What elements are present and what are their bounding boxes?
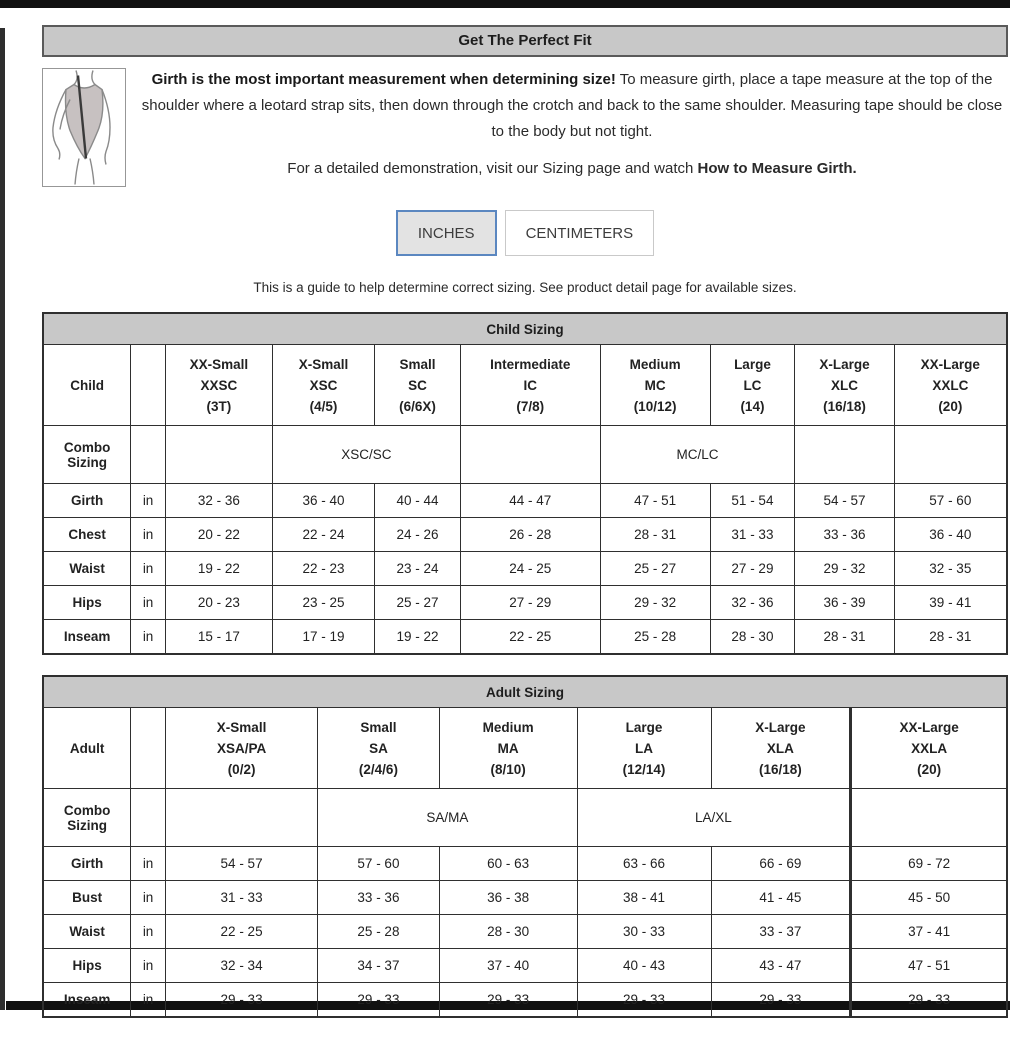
size-name: X-Large <box>755 719 806 735</box>
child-chest-value-4: 28 - 31 <box>600 518 710 552</box>
size-name: XX-Large <box>920 356 980 372</box>
child-chest-value-7: 36 - 40 <box>894 518 1007 552</box>
adult-girth-unit: in <box>131 847 166 881</box>
child-hips-value-6: 36 - 39 <box>795 586 894 620</box>
adult-inseam-unit: in <box>131 983 166 1018</box>
adult-waist-value-5: 37 - 41 <box>851 915 1007 949</box>
adult-bust-unit: in <box>131 881 166 915</box>
child-sizing-table <box>42 312 1008 655</box>
child-hips-value-0: 20 - 23 <box>165 586 272 620</box>
adult-girth-row-label: Girth <box>43 847 131 881</box>
child-girth-row-label: Girth <box>43 484 131 518</box>
size-name: Small <box>399 356 436 372</box>
child-girth-value-3: 44 - 47 <box>460 484 600 518</box>
adult-girth-value-1: 57 - 60 <box>318 847 439 881</box>
adult-combo-sa-ma: SA/MA <box>318 789 577 847</box>
child-girth-value-5: 51 - 54 <box>710 484 795 518</box>
inches-button[interactable]: INCHES <box>396 210 497 256</box>
centimeters-button[interactable]: CENTIMETERS <box>505 210 655 256</box>
adult-combo-la-xl: LA/XL <box>577 789 851 847</box>
child-column-header-ic <box>460 345 600 426</box>
adult-bust-value-1: 33 - 36 <box>318 881 439 915</box>
child-inseam-value-0: 15 - 17 <box>165 620 272 655</box>
adult-waist-unit: in <box>131 915 166 949</box>
size-range: (8/10) <box>490 761 526 777</box>
size-name: Intermediate <box>490 356 571 372</box>
adult-hips-unit: in <box>131 949 166 983</box>
size-range: (6/6X) <box>399 398 436 414</box>
size-code: LA <box>635 740 653 756</box>
size-name: Large <box>734 356 771 372</box>
adult-waist-value-1: 25 - 28 <box>318 915 439 949</box>
child-waist-value-3: 24 - 25 <box>460 552 600 586</box>
adult-inseam-value-5: 29 - 33 <box>851 983 1007 1018</box>
child-inseam-unit: in <box>131 620 166 655</box>
child-inseam-row-label: Inseam <box>43 620 131 655</box>
child-chest-value-5: 31 - 33 <box>710 518 795 552</box>
child-hips-value-2: 25 - 27 <box>375 586 461 620</box>
size-code: XLA <box>766 740 794 756</box>
child-girth-value-1: 36 - 40 <box>272 484 374 518</box>
adult-girth-value-3: 63 - 66 <box>577 847 711 881</box>
adult-hips-value-4: 43 - 47 <box>711 949 851 983</box>
size-range: (10/12) <box>633 398 677 414</box>
child-column-header-xlc <box>795 345 894 426</box>
intro-section <box>42 64 1008 187</box>
child-chest-value-3: 26 - 28 <box>460 518 600 552</box>
adult-unit-column-header <box>131 708 166 789</box>
adult-combo-sizing-label: Combo Sizing <box>43 789 131 847</box>
adult-bust-value-5: 45 - 50 <box>851 881 1007 915</box>
size-code: XLC <box>831 377 858 393</box>
child-hips-row-label: Hips <box>43 586 131 620</box>
child-chest-value-0: 20 - 22 <box>165 518 272 552</box>
size-range: (2/4/6) <box>358 761 398 777</box>
child-combo-mc-lc: MC/LC <box>600 426 795 484</box>
adult-inseam-value-0: 29 - 33 <box>165 983 317 1018</box>
size-code: IC <box>523 377 537 393</box>
adult-combo-empty <box>851 789 1007 847</box>
size-range: (0/2) <box>227 761 256 777</box>
child-inseam-value-4: 25 - 28 <box>600 620 710 655</box>
size-code: SA <box>369 740 388 756</box>
adult-girth-value-4: 66 - 69 <box>711 847 851 881</box>
child-hips-value-4: 29 - 32 <box>600 586 710 620</box>
child-girth-unit: in <box>131 484 166 518</box>
child-inseam-value-5: 28 - 30 <box>710 620 795 655</box>
size-range: (20) <box>938 398 963 414</box>
adult-hips-value-2: 37 - 40 <box>439 949 577 983</box>
size-range: (16/18) <box>758 761 802 777</box>
child-combo-empty <box>894 426 1007 484</box>
size-name: XX-Large <box>899 719 959 735</box>
size-code: MC <box>644 377 666 393</box>
girth-instructions <box>136 67 1008 145</box>
adult-inseam-row-label: Inseam <box>43 983 131 1018</box>
child-column-header-xsc <box>272 345 374 426</box>
child-combo-empty <box>165 426 272 484</box>
sizing-page <box>42 25 1008 1038</box>
child-column-header-lc <box>710 345 795 426</box>
child-waist-unit: in <box>131 552 166 586</box>
child-hips-value-3: 27 - 29 <box>460 586 600 620</box>
child-inseam-value-6: 28 - 31 <box>795 620 894 655</box>
size-range: (4/5) <box>309 398 338 414</box>
size-name: X-Large <box>819 356 870 372</box>
size-range: (7/8) <box>516 398 545 414</box>
adult-waist-value-4: 33 - 37 <box>711 915 851 949</box>
size-name: Small <box>360 719 397 735</box>
adult-girth-value-5: 69 - 72 <box>851 847 1007 881</box>
child-waist-value-1: 22 - 23 <box>272 552 374 586</box>
adult-column-header-xla <box>711 708 851 789</box>
size-code: XSA/PA <box>216 740 267 756</box>
size-code: XXLC <box>932 377 969 393</box>
size-code: LC <box>743 377 762 393</box>
size-code: XXLA <box>911 740 948 756</box>
size-code: XXSC <box>200 377 238 393</box>
adult-girth-value-2: 60 - 63 <box>439 847 577 881</box>
adult-column-header-sa <box>318 708 439 789</box>
child-column-header-mc <box>600 345 710 426</box>
demo-text: For a detailed demonstration, visit our Sizing page and watch <box>287 160 698 177</box>
child-waist-value-2: 23 - 24 <box>375 552 461 586</box>
size-range: (14) <box>740 398 765 414</box>
child-waist-value-6: 29 - 32 <box>795 552 894 586</box>
child-combo-sizing-label: Combo Sizing <box>43 426 131 484</box>
adult-sizing-table <box>42 675 1008 1018</box>
unit-toggle <box>42 210 1008 256</box>
child-corner-label: Child <box>43 345 131 426</box>
child-girth-value-4: 47 - 51 <box>600 484 710 518</box>
adult-hips-value-3: 40 - 43 <box>577 949 711 983</box>
child-inseam-value-7: 28 - 31 <box>894 620 1007 655</box>
size-name: Medium <box>629 356 681 372</box>
adult-column-header-xxla <box>851 708 1007 789</box>
child-girth-value-6: 54 - 57 <box>795 484 894 518</box>
child-waist-value-5: 27 - 29 <box>710 552 795 586</box>
adult-bust-value-0: 31 - 33 <box>165 881 317 915</box>
adult-hips-value-1: 34 - 37 <box>318 949 439 983</box>
adult-waist-value-2: 28 - 30 <box>439 915 577 949</box>
adult-column-header-ma <box>439 708 577 789</box>
girth-instructions-bold: Girth is the most important measurement when determining size! <box>151 71 616 88</box>
leotard-figure-icon <box>43 69 125 186</box>
child-inseam-value-1: 17 - 19 <box>272 620 374 655</box>
child-waist-value-7: 32 - 35 <box>894 552 1007 586</box>
child-column-header-sc <box>375 345 461 426</box>
intro-text-column <box>126 64 1008 187</box>
adult-inseam-value-4: 29 - 33 <box>711 983 851 1018</box>
child-combo-xsc-sc: XSC/SC <box>272 426 460 484</box>
size-name: X-Small <box>216 719 267 735</box>
adult-hips-value-5: 47 - 51 <box>851 949 1007 983</box>
size-range: (16/18) <box>823 398 866 414</box>
adult-column-header-la <box>577 708 711 789</box>
child-chest-value-1: 22 - 24 <box>272 518 374 552</box>
child-hips-unit: in <box>131 586 166 620</box>
child-chest-value-2: 24 - 26 <box>375 518 461 552</box>
adult-waist-value-3: 30 - 33 <box>577 915 711 949</box>
adult-inseam-value-1: 29 - 33 <box>318 983 439 1018</box>
size-name: Large <box>625 719 663 735</box>
child-chest-row-label: Chest <box>43 518 131 552</box>
child-waist-row-label: Waist <box>43 552 131 586</box>
demo-line <box>136 160 1008 177</box>
child-waist-value-4: 25 - 27 <box>600 552 710 586</box>
girth-instructions-rest: To measure girth, place a tape measure at the top of the shoulder where a leotard strap sits, then down through the crotch and back to the same shoulder. Measuring tape should be close to the body but not tight. <box>141 71 1003 140</box>
adult-girth-value-0: 54 - 57 <box>165 847 317 881</box>
screen-edge-top <box>0 0 1010 8</box>
size-code: SC <box>408 377 427 393</box>
demo-bold: How to Measure Girth. <box>697 160 857 177</box>
child-column-header-xxsc <box>165 345 272 426</box>
adult-hips-value-0: 32 - 34 <box>165 949 317 983</box>
adult-combo-empty <box>165 789 317 847</box>
leotard-girth-illustration <box>42 68 126 187</box>
screen-edge-left <box>0 28 5 1010</box>
child-girth-value-0: 32 - 36 <box>165 484 272 518</box>
child-combo-unit-empty <box>131 426 166 484</box>
adult-column-header-xsa-pa <box>165 708 317 789</box>
child-inseam-value-2: 19 - 22 <box>375 620 461 655</box>
size-name: XX-Small <box>189 356 249 372</box>
page-title: Get The Perfect Fit <box>42 25 1008 57</box>
adult-bust-value-2: 36 - 38 <box>439 881 577 915</box>
size-range: (20) <box>917 761 942 777</box>
adult-waist-value-0: 22 - 25 <box>165 915 317 949</box>
child-girth-value-7: 57 - 60 <box>894 484 1007 518</box>
size-range: (3T) <box>206 398 232 414</box>
adult-bust-value-3: 38 - 41 <box>577 881 711 915</box>
child-girth-value-2: 40 - 44 <box>375 484 461 518</box>
child-waist-value-0: 19 - 22 <box>165 552 272 586</box>
guide-note: This is a guide to help determine correct sizing. See product detail page for available sizes. <box>253 280 797 295</box>
adult-inseam-value-3: 29 - 33 <box>577 983 711 1018</box>
size-code: MA <box>497 740 519 756</box>
size-name: Medium <box>482 719 534 735</box>
child-sizing-title: Child Sizing <box>43 313 1007 345</box>
size-range: (12/14) <box>622 761 666 777</box>
adult-bust-value-4: 41 - 45 <box>711 881 851 915</box>
child-hips-value-7: 39 - 41 <box>894 586 1007 620</box>
child-chest-value-6: 33 - 36 <box>795 518 894 552</box>
adult-inseam-value-2: 29 - 33 <box>439 983 577 1018</box>
child-hips-value-1: 23 - 25 <box>272 586 374 620</box>
child-chest-unit: in <box>131 518 166 552</box>
child-unit-column-header <box>131 345 166 426</box>
adult-combo-unit-empty <box>131 789 166 847</box>
child-column-header-xxlc <box>894 345 1007 426</box>
child-hips-value-5: 32 - 36 <box>710 586 795 620</box>
adult-sizing-title: Adult Sizing <box>43 676 1007 708</box>
adult-corner-label: Adult <box>43 708 131 789</box>
size-name: X-Small <box>298 356 349 372</box>
adult-hips-row-label: Hips <box>43 949 131 983</box>
child-inseam-value-3: 22 - 25 <box>460 620 600 655</box>
size-code: XSC <box>309 377 338 393</box>
adult-waist-row-label: Waist <box>43 915 131 949</box>
adult-bust-row-label: Bust <box>43 881 131 915</box>
child-combo-empty <box>460 426 600 484</box>
child-combo-empty <box>795 426 894 484</box>
